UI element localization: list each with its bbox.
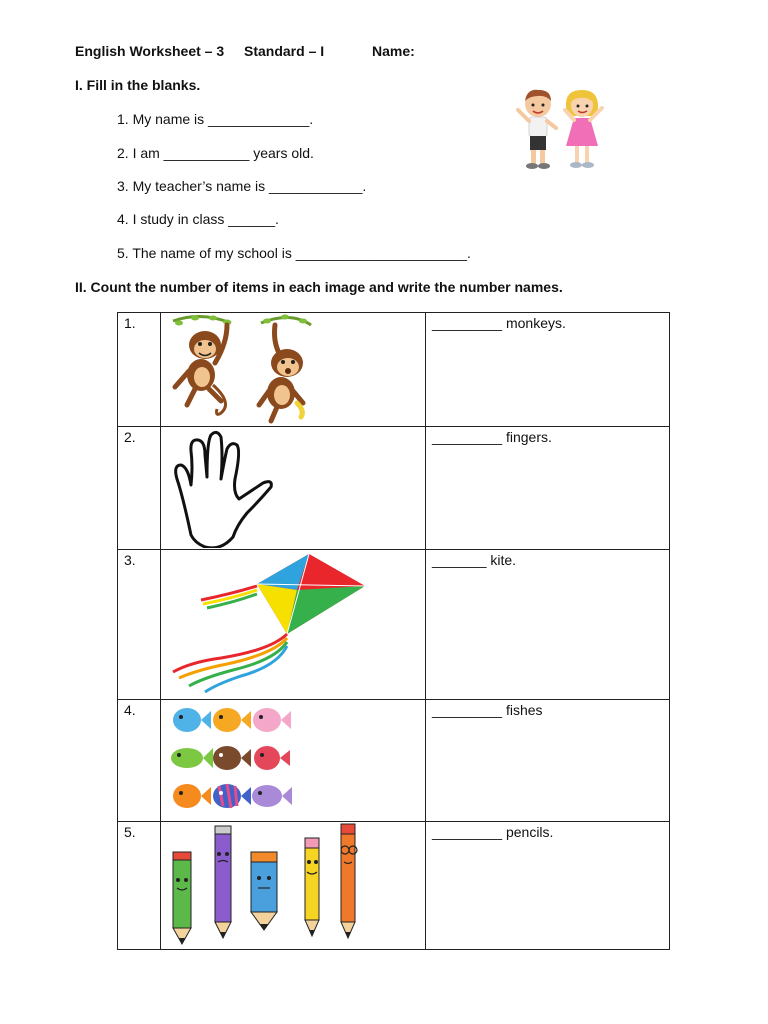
picture-cell xyxy=(161,313,426,427)
picture-cell xyxy=(161,427,426,550)
fish-pink xyxy=(253,708,291,732)
picture-cell xyxy=(161,822,426,950)
kite-picture xyxy=(161,550,425,698)
fish-green xyxy=(171,748,213,768)
worksheet-header xyxy=(75,43,415,59)
table-row xyxy=(118,700,670,822)
fish-orange-2 xyxy=(173,784,211,808)
fish-striped xyxy=(213,784,251,808)
question-2: 2. I am ___________ years old. xyxy=(117,145,314,161)
table-row xyxy=(118,427,670,550)
section-2-title: II. Count the number of items in each image and write the number names. xyxy=(75,279,563,295)
answer-cell: _________ monkeys. xyxy=(426,313,670,427)
question-3: 3. My teacher’s name is ____________. xyxy=(117,178,367,194)
fishes-picture xyxy=(161,700,425,820)
table-row xyxy=(118,822,670,950)
row-number: 5. xyxy=(118,822,161,950)
pencils-picture xyxy=(161,822,425,948)
pencil-orange xyxy=(341,824,357,938)
answer-cell: _________ fingers. xyxy=(426,427,670,550)
question-4: 4. I study in class ______. xyxy=(117,211,279,227)
standard-label: Standard – I xyxy=(244,43,325,59)
table-row xyxy=(118,550,670,700)
girl-figure xyxy=(565,90,602,168)
answer-cell: _______ kite. xyxy=(426,550,670,700)
answer-cell: _________ pencils. xyxy=(426,822,670,950)
hand-outline-picture xyxy=(161,427,425,548)
boy-figure xyxy=(518,90,556,169)
fish-red xyxy=(254,746,290,770)
name-label: Name: xyxy=(372,43,415,59)
row-number: 4. xyxy=(118,700,161,822)
row-number: 2. xyxy=(118,427,161,550)
monkey-2 xyxy=(259,325,303,421)
pencil-purple xyxy=(215,826,231,938)
row-number: 1. xyxy=(118,313,161,427)
fish-orange xyxy=(213,708,251,732)
fish-brown xyxy=(213,746,251,770)
picture-cell xyxy=(161,700,426,822)
fish-purple xyxy=(252,785,292,807)
monkeys-picture xyxy=(161,313,425,425)
question-5: 5. The name of my school is ______________________. xyxy=(117,245,471,261)
question-1: 1. My name is _____________. xyxy=(117,111,314,127)
row-number: 3. xyxy=(118,550,161,700)
pencil-yellow xyxy=(305,838,319,936)
answer-cell: _________ fishes xyxy=(426,700,670,822)
section-1-title: I. Fill in the blanks. xyxy=(75,77,201,93)
kids-illustration xyxy=(510,86,615,174)
counting-table xyxy=(117,312,670,950)
worksheet-title: English Worksheet – 3 xyxy=(75,43,225,59)
pencil-green xyxy=(173,852,191,944)
fish-blue xyxy=(173,708,211,732)
picture-cell xyxy=(161,550,426,700)
monkey-1 xyxy=(175,325,227,414)
table-row xyxy=(118,313,670,427)
pencil-blue xyxy=(251,852,277,930)
